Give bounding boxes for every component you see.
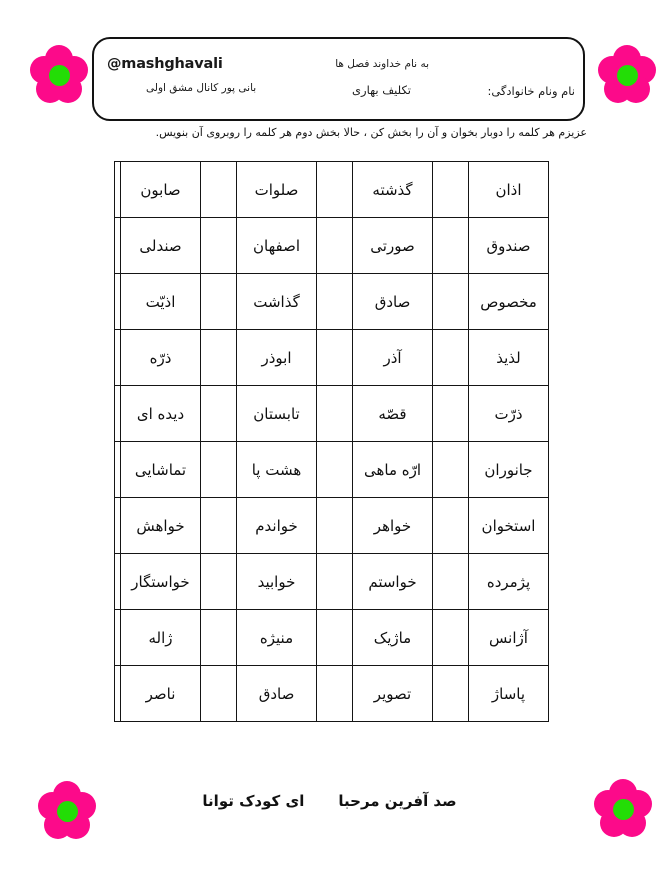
answer-blank-cell[interactable]: [433, 498, 469, 554]
word-cell: صلوات: [237, 162, 317, 218]
word-cell: گذشته: [353, 162, 433, 218]
answer-blank-cell[interactable]: [115, 554, 121, 610]
answer-blank-cell[interactable]: [433, 274, 469, 330]
answer-blank-cell[interactable]: [201, 498, 237, 554]
word-cell: مخصوص: [469, 274, 549, 330]
answer-blank-cell[interactable]: [317, 610, 353, 666]
answer-blank-cell[interactable]: [317, 498, 353, 554]
answer-blank-cell[interactable]: [433, 330, 469, 386]
channel-owner-line: بانی پور کانال مشق اولی: [146, 82, 257, 94]
word-cell: اذیّت: [121, 274, 201, 330]
table-row: [115, 610, 549, 666]
table-row: [115, 274, 549, 330]
word-cell: ذرّه: [121, 330, 201, 386]
word-cell: خواهر: [353, 498, 433, 554]
table-row: [115, 386, 549, 442]
answer-blank-cell[interactable]: [317, 274, 353, 330]
word-cell: منیژه: [237, 610, 317, 666]
word-cell: خواستم: [353, 554, 433, 610]
answer-blank-cell[interactable]: [201, 442, 237, 498]
word-syllable-table: [114, 161, 549, 722]
flower-icon-top-left: [28, 44, 90, 106]
answer-blank-cell[interactable]: [433, 442, 469, 498]
word-cell: اذان: [469, 162, 549, 218]
table-row: [115, 162, 549, 218]
answer-blank-cell[interactable]: [201, 610, 237, 666]
word-cell: تصویر: [353, 666, 433, 722]
word-cell: ماژیک: [353, 610, 433, 666]
table-row: [115, 218, 549, 274]
word-cell: ناصر: [121, 666, 201, 722]
answer-blank-cell[interactable]: [317, 442, 353, 498]
flower-center: [613, 799, 634, 820]
assignment-title: تکلیف بهاری: [352, 83, 411, 97]
word-cell: آژانس: [469, 610, 549, 666]
word-cell: پاساژ: [469, 666, 549, 722]
flower-icon-top-right: [596, 44, 658, 106]
answer-blank-cell[interactable]: [317, 554, 353, 610]
word-cell: تماشایی: [121, 442, 201, 498]
table-row: [115, 442, 549, 498]
footer-encouragement: [0, 792, 659, 810]
word-cell: خواندم: [237, 498, 317, 554]
footer-encouragement-text: ای کودک توانا: [202, 792, 305, 810]
answer-blank-cell[interactable]: [317, 386, 353, 442]
answer-blank-cell[interactable]: [201, 386, 237, 442]
instruction-text: عزیزم هر کلمه را دوبار بخوان و آن را بخش کن ، حالا بخش دوم هر کلمه را روبروی آن بنویس.: [155, 126, 587, 139]
answer-blank-cell[interactable]: [115, 274, 121, 330]
flower-center: [617, 65, 638, 86]
answer-blank-cell[interactable]: [115, 218, 121, 274]
table-row: [115, 330, 549, 386]
flower-center: [49, 65, 70, 86]
word-cell: قصّه: [353, 386, 433, 442]
answer-blank-cell[interactable]: [317, 330, 353, 386]
word-cell: صندلی: [121, 218, 201, 274]
answer-blank-cell[interactable]: [317, 666, 353, 722]
word-cell: گذاشت: [237, 274, 317, 330]
bismillah-line: به نام خداوند فصل ها: [335, 58, 429, 70]
channel-handle: @mashghavali: [107, 56, 223, 72]
word-cell: خوابید: [237, 554, 317, 610]
answer-blank-cell[interactable]: [433, 666, 469, 722]
flower-center: [57, 801, 78, 822]
word-cell: خواهش: [121, 498, 201, 554]
answer-blank-cell[interactable]: [201, 554, 237, 610]
answer-blank-cell[interactable]: [201, 330, 237, 386]
answer-blank-cell[interactable]: [201, 218, 237, 274]
table-row: [115, 666, 549, 722]
answer-blank-cell[interactable]: [433, 610, 469, 666]
answer-blank-cell[interactable]: [317, 218, 353, 274]
answer-blank-cell[interactable]: [115, 610, 121, 666]
footer-praise: صد آفرین مرحبا: [338, 792, 457, 810]
word-cell: ابوذر: [237, 330, 317, 386]
word-cell: جانوران: [469, 442, 549, 498]
answer-blank-cell[interactable]: [115, 498, 121, 554]
word-cell: هشت پا: [237, 442, 317, 498]
word-cell: صورتی: [353, 218, 433, 274]
table-row: [115, 554, 549, 610]
word-cell: ژاله: [121, 610, 201, 666]
word-cell: پژمرده: [469, 554, 549, 610]
worksheet-header-box: [92, 37, 585, 121]
answer-blank-cell[interactable]: [115, 386, 121, 442]
answer-blank-cell[interactable]: [433, 218, 469, 274]
word-cell: دیده ای: [121, 386, 201, 442]
word-cell: صابون: [121, 162, 201, 218]
word-cell: آذر: [353, 330, 433, 386]
answer-blank-cell[interactable]: [115, 162, 121, 218]
word-cell: ارّه ماهی: [353, 442, 433, 498]
answer-blank-cell[interactable]: [201, 274, 237, 330]
word-cell: خواستگار: [121, 554, 201, 610]
word-cell: اصفهان: [237, 218, 317, 274]
answer-blank-cell[interactable]: [317, 162, 353, 218]
student-name-field-label[interactable]: نام ونام خانوادگی:: [487, 84, 575, 98]
answer-blank-cell[interactable]: [433, 554, 469, 610]
word-cell: صادق: [237, 666, 317, 722]
word-cell: تابستان: [237, 386, 317, 442]
word-cell: صادق: [353, 274, 433, 330]
word-cell: استخوان: [469, 498, 549, 554]
table-row: [115, 498, 549, 554]
answer-blank-cell[interactable]: [433, 386, 469, 442]
answer-blank-cell[interactable]: [115, 666, 121, 722]
word-cell: صندوق: [469, 218, 549, 274]
answer-blank-cell[interactable]: [115, 330, 121, 386]
answer-blank-cell[interactable]: [433, 162, 469, 218]
answer-blank-cell[interactable]: [201, 162, 237, 218]
word-cell: لذیذ: [469, 330, 549, 386]
answer-blank-cell[interactable]: [201, 666, 237, 722]
word-cell: ذرّت: [469, 386, 549, 442]
flower-icon-bottom-left: [36, 780, 98, 842]
answer-blank-cell[interactable]: [115, 442, 121, 498]
